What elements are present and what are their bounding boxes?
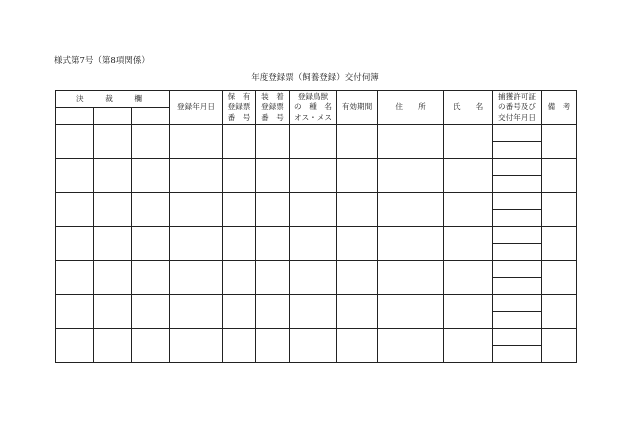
register-body [56,125,577,363]
registration-date-cell [170,261,223,295]
permit-date-cell [493,142,542,159]
remarks-header: 備 考 [542,91,577,125]
approval-cell [56,193,94,227]
address-cell [378,125,444,159]
attachment-number-cell [256,159,290,193]
address-cell [378,193,444,227]
remarks-cell [542,295,577,329]
address-cell [378,295,444,329]
approval-cell [56,125,94,159]
validity-period-header: 有効期間 [337,91,378,125]
attachment-number-cell [256,227,290,261]
attachment-number-cell [256,261,290,295]
approval-cell [94,295,132,329]
approval-cell [56,261,94,295]
approval-cell [56,227,94,261]
remarks-cell [542,261,577,295]
holding-number-cell [223,227,256,261]
approval-cell [94,193,132,227]
holding-number-cell [223,125,256,159]
validity-period-cell [337,193,378,227]
address-cell [378,159,444,193]
approval-subcell [132,108,170,125]
approval-subcell [94,108,132,125]
validity-period-cell [337,227,378,261]
bird-species-cell [290,227,337,261]
holding-number-cell [223,261,256,295]
approval-cell [94,329,132,363]
name-cell [444,193,493,227]
bird-species-cell [290,329,337,363]
table-row [56,125,577,142]
bird-species-cell [290,159,337,193]
permit-number-cell [493,159,542,176]
validity-period-cell [337,125,378,159]
approval-cell [132,125,170,159]
registration-date-cell [170,159,223,193]
permit-date-cell [493,346,542,363]
remarks-cell [542,125,577,159]
remarks-cell [542,329,577,363]
attachment-number-cell [256,125,290,159]
holding-number-cell [223,159,256,193]
permit-number-cell [493,295,542,312]
permit-number-cell [493,125,542,142]
permit-date-cell [493,244,542,261]
table-row [56,159,577,176]
table-row [56,295,577,312]
permit-number-cell [493,227,542,244]
approval-cell [132,227,170,261]
attachment-number-cell [256,295,290,329]
approval-subcell [56,108,94,125]
approval-cell [94,227,132,261]
registration-date-cell [170,329,223,363]
approval-cell [94,125,132,159]
permit-date-cell [493,176,542,193]
remarks-cell [542,159,577,193]
form-number: 様式第7号（第8項関係） [54,56,150,66]
attachment-number-cell [256,193,290,227]
table-row [56,227,577,244]
name-cell [444,125,493,159]
table-row [56,329,577,346]
validity-period-cell [337,261,378,295]
permit-date-cell [493,278,542,295]
permit-number-cell [493,193,542,210]
name-cell [444,329,493,363]
approval-cell [132,329,170,363]
name-cell [444,295,493,329]
approval-cell [94,159,132,193]
address-cell [378,261,444,295]
table-row [56,261,577,278]
registration-date-cell [170,125,223,159]
address-cell [378,329,444,363]
permit-date-cell [493,210,542,227]
approval-cell [94,261,132,295]
bird-species-cell [290,261,337,295]
register-table [55,90,577,363]
approval-cell [56,159,94,193]
registration-date-cell [170,227,223,261]
approval-cell [132,159,170,193]
name-cell [444,227,493,261]
holding-number-cell [223,193,256,227]
validity-period-cell [337,295,378,329]
registration-date-cell [170,193,223,227]
address-cell [378,227,444,261]
holding-number-cell [223,295,256,329]
bird-species-cell [290,125,337,159]
name-cell [444,159,493,193]
document-title: 年度登録票（飼養登録）交付伺簿 [251,73,379,83]
permit-number-cell [493,329,542,346]
approval-cell [56,295,94,329]
approval-cell [132,261,170,295]
name-header: 氏 名 [444,91,493,125]
validity-period-cell [337,329,378,363]
bird-species-cell [290,193,337,227]
permit-number-header: 捕獲許可証 の番号及び 交付年月日 [493,91,542,125]
remarks-cell [542,227,577,261]
approval-cell [132,295,170,329]
registration-date-header: 登録年月日 [170,91,223,125]
bird-species-header: 登録鳥獣 の 種 名 オス・メス [290,91,337,125]
permit-number-cell [493,261,542,278]
table-row [56,193,577,210]
name-cell [444,261,493,295]
attachment-number-cell [256,329,290,363]
bird-species-cell [290,295,337,329]
registration-date-cell [170,295,223,329]
permit-date-cell [493,312,542,329]
approval-column-header: 決 裁 欄 [56,91,170,108]
holding-number-cell [223,329,256,363]
holding-number-header: 保 有 登録票 番 号 [223,91,256,125]
approval-cell [56,329,94,363]
validity-period-cell [337,159,378,193]
attachment-number-header: 装 着 登録票 番 号 [256,91,290,125]
remarks-cell [542,193,577,227]
approval-cell [132,193,170,227]
address-header: 住 所 [378,91,444,125]
